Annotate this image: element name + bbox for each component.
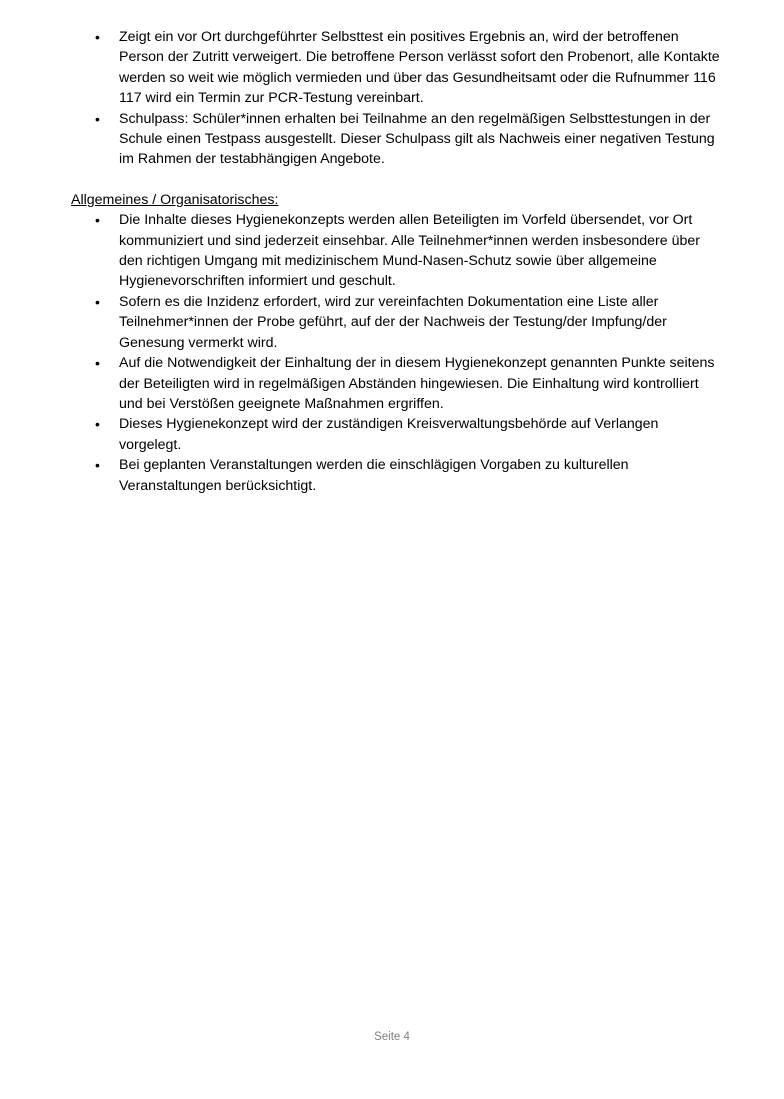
bullet-icon: • [95,293,100,310]
list-item [71,109,721,170]
list-item-text: Auf die Notwendigkeit der Einhaltung der in diesem Hygienekonzept genannten Punkte seitens der Beteiligten wird in regelmäßigen Abständen hingewiesen. Die Einhaltung wird kontrolliert und bei Verstößen geeignete Maßnahmen ergriffen. [119,355,715,412]
list-item-text: Dieses Hygienekonzept wird der zuständigen Kreisverwaltungsbehörde auf Verlangen vorgelegt. [119,416,659,453]
list-item-text: Sofern es die Inzidenz erfordert, wird zur vereinfachten Dokumentation eine Liste aller Teilnehmer*innen der Probe geführt, auf der der Nachweis der Testung/der Impfung/der Genesung vermerkt wird. [119,293,667,351]
page-number-footer: Seite 4 [374,1031,410,1043]
bullet-list-testing [71,27,721,170]
list-item-text: Schulpass: Schüler*innen erhalten bei Teilnahme an den regelmäßigen Selbsttestungen in der Schule einen Testpass ausgestellt. Dieser Schulpass gilt als Nachweis einer negativen Testung im Rahmen der testabhängigen Angebote. [119,110,715,168]
bullet-icon: • [95,29,100,45]
bullet-icon: • [95,416,100,433]
list-item-text: Die Inhalte dieses Hygienekonzepts werden allen Beteiligten im Vorfeld übersendet, vor Ort kommuniziert und sind jederzeit einsehbar. Alle Teilnehmer*innen werden insbesondere über den richtigen Umgang mit medizinischem Mund-Nasen-Schutz sowie über allgemeine Hygienevorschriften informiert und geschult. [119,212,700,290]
bullet-icon: • [95,212,100,229]
list-item-text: Zeigt ein vor Ort durchgeführter Selbsttest ein positives Ergebnis an, wird der betroffenen Person der Zutritt verweigert. Die betroffene Person verlässt sofort den Probenort, alle Kontakte werden so weit wie möglich vermieden und über das Gesundheitsamt oder die Rufnummer 116 117 wird ein Termin zur PCR-Testung vereinbart. [119,29,720,107]
bullet-icon: • [95,110,100,127]
bullet-icon: • [95,355,100,372]
list-item [71,292,721,353]
list-item [71,210,721,292]
list-item-text: Bei geplanten Veranstaltungen werden die einschlägigen Vorgaben zu kulturellen Veranstaltungen berücksichtigt. [119,457,629,494]
page-content [71,27,721,496]
list-item [71,455,721,496]
bullet-list-general [71,210,721,496]
list-item [71,414,721,455]
bullet-icon: • [95,457,100,474]
section-heading-general: Allgemeines / Organisatorisches: [71,191,279,208]
list-item [71,27,721,109]
list-item [71,353,721,414]
